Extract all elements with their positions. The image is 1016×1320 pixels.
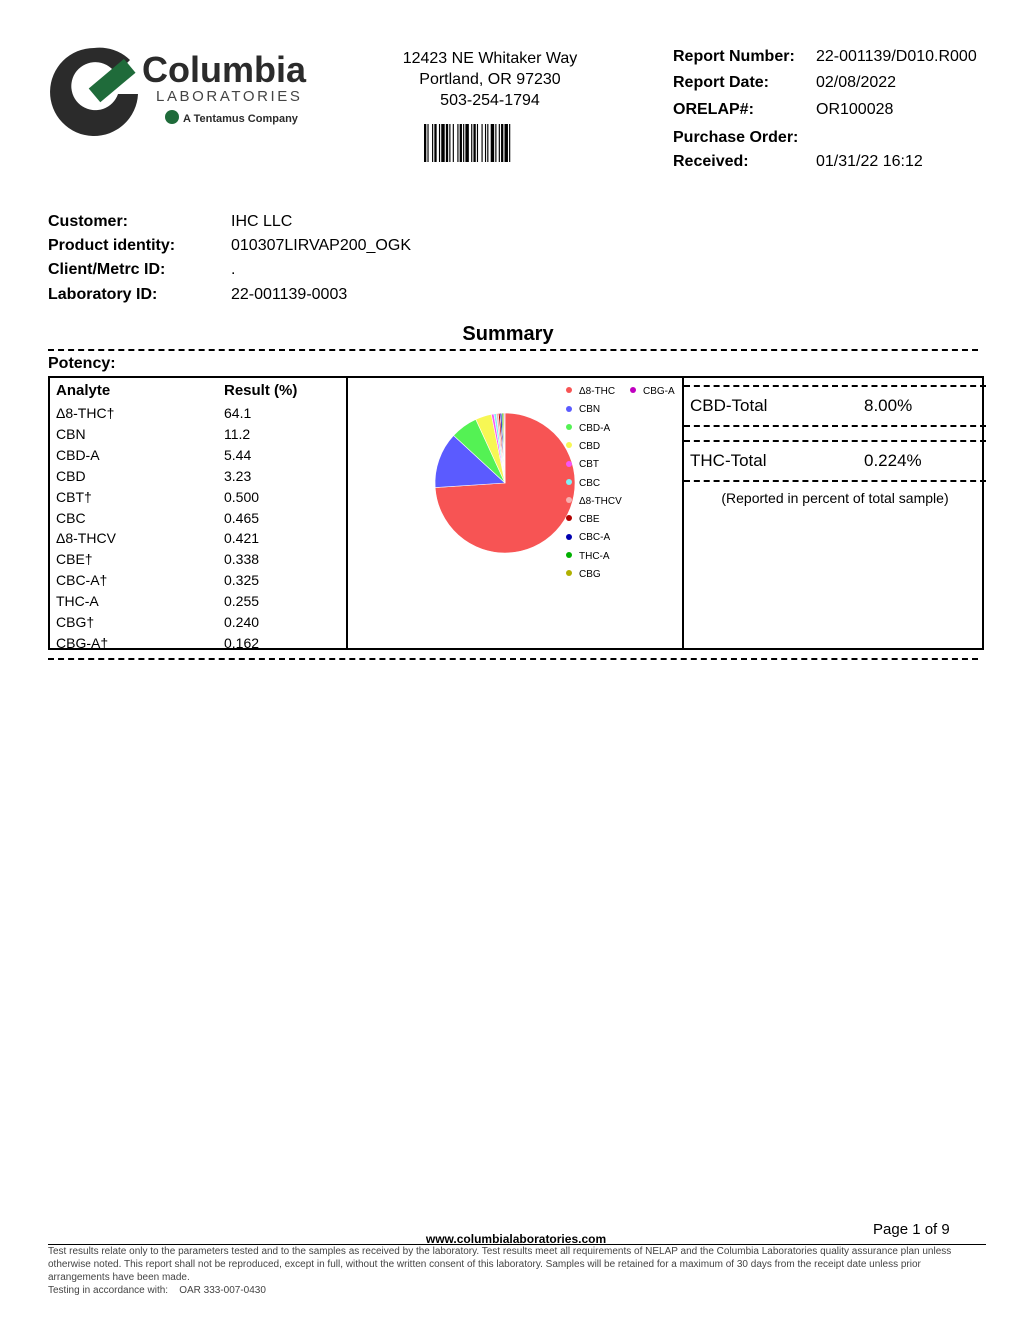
legend-item xyxy=(630,386,675,397)
column-divider xyxy=(346,378,348,648)
legend-item xyxy=(566,459,599,470)
analyte-cell: CBD-A xyxy=(56,446,100,463)
result-cell: 5.44 xyxy=(224,446,252,463)
lab-address xyxy=(380,48,600,111)
totals-note: (Reported in percent of total sample) xyxy=(721,490,949,506)
legend-item xyxy=(566,386,615,397)
legend-dot-icon xyxy=(566,387,572,393)
laboratory-id-row: Laboratory ID: 22-001139-0003 xyxy=(48,286,348,303)
table-row xyxy=(56,447,251,463)
table-row xyxy=(56,489,259,505)
divider xyxy=(48,658,978,660)
legend-label: CBC xyxy=(579,477,601,489)
table-row xyxy=(56,614,259,630)
thc-total: THC-Total 0.224% xyxy=(690,451,922,470)
analyte-cell: Δ8-THCV xyxy=(56,530,116,547)
company-logo xyxy=(50,44,330,140)
result-cell: 0.240 xyxy=(224,614,260,630)
address-city: Portland, OR 97230 xyxy=(419,71,561,88)
legend-dot-icon xyxy=(566,406,572,412)
report-date-row: Report Date: 02/08/2022 xyxy=(673,74,897,91)
legend-dot-icon xyxy=(566,515,572,521)
result-cell: 11.2 xyxy=(224,425,251,442)
address-street: 12423 NE Whitaker Way xyxy=(402,50,578,67)
logo-mark-icon xyxy=(50,44,330,140)
result-cell: 3.23 xyxy=(224,467,252,484)
analyte-cell: CBG† xyxy=(56,614,95,630)
divider xyxy=(684,440,986,442)
legend-dot-icon xyxy=(566,534,572,540)
table-row xyxy=(56,551,259,567)
divider xyxy=(48,349,978,351)
result-cell: 0.162 xyxy=(224,634,260,651)
analyte-cell: Δ8-THC† xyxy=(56,405,115,421)
product-identity-row: Product identity: 010307LIRVAP200_OGK xyxy=(48,237,411,254)
legend-item xyxy=(566,423,610,434)
footer-disclaimer: Test results relate only to the parameters tested and to the samples as received by the laboratory. Test results meet all requirements of NELAP and the Columbia Laboratories quality assurance plan unless otherwise noted. This report shall not be reproduced, except in full, without the written consent of this laboratory. Samples will be retained for a maximum of 30 days from the receipt date unless prior arrangements have been made. Testing in accordance with: OAR 333-007-0430 xyxy=(48,1245,978,1297)
table-row xyxy=(56,635,259,651)
result-cell: 0.465 xyxy=(224,509,260,526)
divider xyxy=(684,385,986,387)
legend-label: CBD xyxy=(579,440,601,452)
result-cell: 0.325 xyxy=(224,572,260,589)
legend-label: Δ8-THC xyxy=(579,386,616,397)
address-phone: 503-254-1794 xyxy=(440,92,540,109)
logo-tagline: A Tentamus Company xyxy=(183,113,298,125)
analyte-cell: CBN xyxy=(56,425,86,442)
analyte-cell: CBC-A† xyxy=(56,572,108,589)
website-link[interactable]: www.columbialaboratories.com xyxy=(425,1232,607,1246)
legend-dot-icon xyxy=(566,570,572,576)
legend-dot-icon xyxy=(566,442,572,448)
legend-item xyxy=(566,551,610,562)
legend-label: CBN xyxy=(579,404,601,416)
received-row: Received: 01/31/22 16:12 xyxy=(673,153,923,170)
legend-item xyxy=(566,569,601,580)
potency-box xyxy=(48,376,984,650)
legend-label: CBE xyxy=(579,514,600,526)
legend-item xyxy=(566,441,600,452)
legend-label: CBC-A xyxy=(579,532,611,544)
legend-dot-icon xyxy=(566,479,572,485)
analyte-cell: THC-A xyxy=(56,593,99,610)
legend-item xyxy=(566,478,600,489)
table-row xyxy=(56,468,251,484)
result-cell: 0.421 xyxy=(224,530,260,547)
page-number: Page 1 of 9 xyxy=(873,1221,950,1238)
orelap-row: ORELAP#: OR100028 xyxy=(673,101,894,118)
cbd-total: CBD-Total 8.00% xyxy=(690,396,913,415)
legend-dot-icon xyxy=(566,461,572,467)
report-number-row: Report Number: 22-001139/D010.R000 xyxy=(673,48,977,65)
table-row xyxy=(56,572,259,588)
potency-title: Potency: xyxy=(48,355,116,372)
table-row xyxy=(56,405,251,421)
customer-row: Customer: IHC LLC xyxy=(48,213,293,230)
result-cell: 0.338 xyxy=(224,551,260,568)
potency-pie-chart xyxy=(430,408,580,558)
legend-dot-icon xyxy=(630,387,636,393)
totals-panel xyxy=(684,378,984,648)
result-cell: 0.255 xyxy=(224,593,260,610)
table-header: Analyte Result (%) xyxy=(56,382,298,399)
purchase-order-row: Purchase Order: xyxy=(673,129,799,146)
legend-dot-icon xyxy=(566,552,572,558)
barcode xyxy=(424,124,542,162)
legend-label: THC-A xyxy=(579,550,610,562)
legend-item xyxy=(566,496,622,507)
legend-item xyxy=(566,404,600,415)
legend-dot-icon xyxy=(566,497,572,503)
logo-subtitle: LABORATORIES xyxy=(156,88,303,105)
analyte-cell: CBC xyxy=(56,509,86,526)
legend-label: CBG-A xyxy=(643,386,675,397)
legend-label: Δ8-THCV xyxy=(579,495,622,507)
analyte-cell: CBE† xyxy=(56,551,93,568)
table-row xyxy=(56,510,259,526)
logo-name: Columbia xyxy=(142,49,307,90)
legend-dot-icon xyxy=(566,424,572,430)
result-cell: 64.1 xyxy=(224,405,252,421)
analyte-cell: CBD xyxy=(56,467,86,484)
analyte-cell: CBT† xyxy=(56,488,92,505)
table-row xyxy=(56,530,259,546)
result-cell: 0.500 xyxy=(224,488,260,505)
legend-label: CBG xyxy=(579,569,601,580)
divider xyxy=(684,480,986,482)
legend-label: CBD-A xyxy=(579,422,611,434)
divider xyxy=(684,425,986,427)
barcode-icon xyxy=(424,124,542,162)
client-metrc-row: Client/Metrc ID: . xyxy=(48,261,236,278)
legend-item xyxy=(566,532,610,543)
table-row xyxy=(56,593,259,609)
testing-accordance: Testing in accordance with: OAR 333-007-0430 xyxy=(48,1285,266,1296)
legend-item xyxy=(566,514,600,525)
summary-title: Summary xyxy=(462,323,554,345)
legend-label: CBT xyxy=(579,459,599,471)
table-row xyxy=(56,426,250,442)
analyte-cell: CBG-A† xyxy=(56,634,109,651)
